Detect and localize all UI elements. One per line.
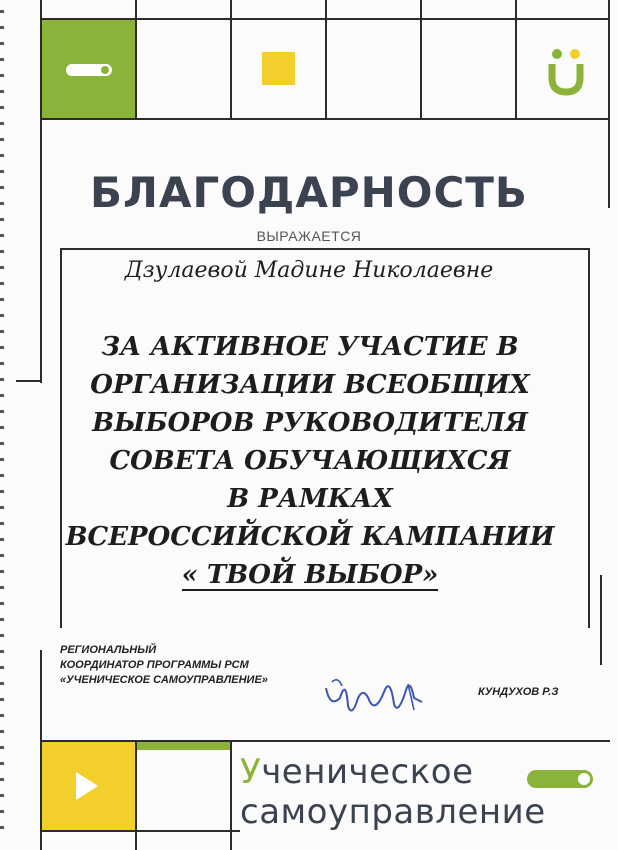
edge-marks: [0, 10, 10, 840]
green-block: [42, 20, 135, 118]
reason-line: В РАМКАХ: [227, 484, 393, 514]
signature-icon: [318, 668, 433, 723]
recipient-name: Дзулаевой Мадине Николаевне: [124, 258, 494, 283]
reason-line: ВЫБОРОВ РУКОВОДИТЕЛЯ: [92, 408, 528, 438]
brand-wordmark: [240, 752, 610, 832]
coordinator-title: [60, 643, 360, 688]
certificate-title: БЛАГОДАРНОСТЬ: [90, 168, 528, 217]
reason-line: ОРГАНИЗАЦИИ ВСЕОБЩИХ: [90, 370, 530, 400]
reason-line: ВСЕРОССИЙСКОЙ КАМПАНИИ: [65, 522, 555, 552]
signer-name: КУНДУХОВ Р.З: [478, 686, 559, 698]
yellow-square: [262, 52, 295, 85]
play-icon: [76, 772, 98, 800]
reason-text: [60, 328, 560, 594]
coordinator-line: «УЧЕНИЧЕСКОЕ САМОУПРАВЛЕНИЕ»: [60, 674, 268, 686]
brand-logo-icon: [548, 48, 584, 98]
brand-line-1: Ученическое: [240, 752, 474, 792]
campaign-name: « ТВОЙ ВЫБОР»: [181, 560, 439, 590]
green-strip: [137, 742, 230, 750]
reason-line: СОВЕТА ОБУЧАЮЩИХСЯ: [109, 446, 511, 476]
brand-toggle-icon: [527, 770, 593, 788]
reason-line: ЗА АКТИВНОЕ УЧАСТИЕ В: [101, 332, 519, 362]
yellow-block: [42, 742, 135, 830]
coordinator-line: КООРДИНАТОР ПРОГРАММЫ РСМ: [60, 659, 249, 671]
toggle-icon: [66, 64, 112, 76]
brand-line-2: самоуправление: [240, 792, 546, 832]
coordinator-line: РЕГИОНАЛЬНЫЙ: [60, 644, 157, 656]
certificate-subtitle: ВЫРАЖАЕТСЯ: [256, 228, 362, 244]
